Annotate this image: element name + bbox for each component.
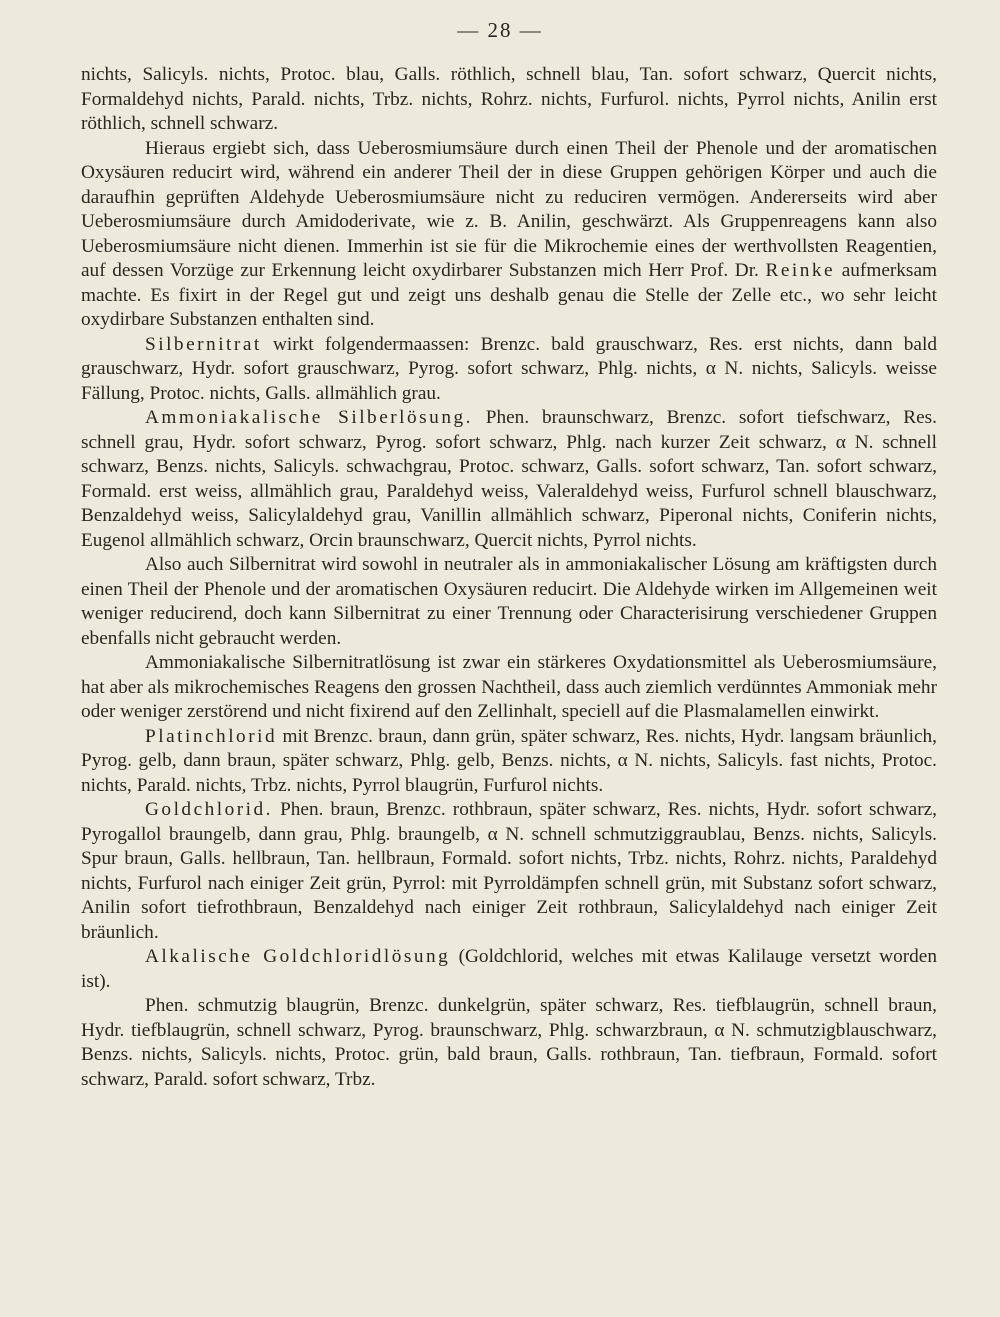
paragraph-text: mit Brenzc. braun, dann grün, später schwarz, Res. nichts, Hydr. langsam bräunlich, Pyrog. gelb, dann braun, später schwarz, Phlg. gelb, Benzs. nichts, α N. nichts, Salicyls. fast nichts, Protoc. nichts, Parald. nichts, Trbz. nichts, Pyrrol blaugrün, Furfurol nichts. xyxy=(81,725,937,796)
paragraph-text: Phen. braun, Brenzc. rothbraun, später schwarz, Res. nichts, Hydr. sofort schwarz, Pyrogallol braungelb, dann grau, Phlg. braungelb, α N. schnell schmutziggraublau, Benzs. nichts, Salicyls. Spur braun, Galls. hellbraun, Tan. hellbraun, Formald. sofort nichts, Trbz. nichts, Rohrz. nichts, Paraldehyd nichts, Furfurol nach einiger Zeit grün, Pyrrol: mit Pyrroldämpfen schnell grün, mit Substanz sofort schwarz, Anilin sofort tiefrothbraun, Benzaldehyd nach einiger Zeit rothbraun, Salicylaldehyd nach einiger Zeit bräunlich. xyxy=(81,799,937,943)
paragraph xyxy=(81,994,937,1092)
spaced-term: Alkalische Goldchloridlösung xyxy=(145,946,451,967)
spaced-term: Reinke xyxy=(765,260,836,281)
paragraph xyxy=(81,406,937,553)
spaced-term: Goldchlorid. xyxy=(145,799,273,820)
paragraph xyxy=(81,137,937,333)
paragraph-text: (Goldchlorid, welches mit etwas Kalilauge versetzt worden ist). xyxy=(81,946,938,992)
paragraph xyxy=(81,725,937,799)
paragraph xyxy=(81,798,937,945)
spaced-term: Ammoniakalische Silberlösung. xyxy=(145,407,473,428)
paragraph xyxy=(81,553,937,651)
paragraph-text: Hieraus ergiebt sich, dass Ueberosmiumsäure durch einen Theil der Phenole und der aromatischen Oxysäuren reducirt wird, während ein anderer Theil der in diese Gruppen gehörigen Körper und auch die daraufhin geprüften Aldehyde Ueberosmiumsäure nicht zu reduciren vermögen. Andererseits wird aber Ueberosmiumsäure durch Amidoderivate, wie z. B. Anilin, geschwärzt. Als Gruppenreagens kann also Ueberosmiumsäure nicht dienen. Immerhin ist sie für die Mikrochemie eines der werthvollsten Reagentien, auf dessen Vorzüge zur Erkennung leicht oxydirbarer Substanzen mich Herr Prof. Dr. xyxy=(81,137,937,281)
body-text xyxy=(81,63,937,1092)
paragraph-text: Also auch Silbernitrat wird sowohl in neutraler als in ammoniakalischer Lösung am kräftigsten durch einen Theil der Phenole und der aromatischen Oxysäuren reducirt. Die Aldehyde wirken im Allgemeinen weit weniger reducirend, doch kann Silbernitrat zu einer Trennung oder Characterisirung verschiedener Gruppen ebenfalls nicht gebraucht werden. xyxy=(81,554,937,649)
page-number: — 28 — xyxy=(457,18,543,42)
paragraph xyxy=(81,333,937,407)
paragraph-text: aufmerksam machte. Es fixirt in der Regel gut und zeigt uns deshalb genau die Stelle der Zelle etc., wo sehr leicht oxydirbare Substanzen enthalten sind. xyxy=(81,260,937,330)
paragraph-text: Phen. braunschwarz, Brenzc. sofort tiefschwarz, Res. schnell grau, Hydr. sofort schwarz, Pyrog. sofort schwarz, Phlg. nach kurzer Zeit schwarz, α N. schnell schwarz, Benzs. nichts, Salicyls. schwachgrau, Protoc. schwarz, Galls. sofort schwarz, Tan. sofort schwarz, Formald. erst weiss, allmählich grau, Paraldehyd weiss, Valeraldehyd weiss, Furfurol schnell blauschwarz, Benzaldehyd weiss, Salicylaldehyd grau, Vanillin allmählich schwarz, Piperonal nichts, Coniferin nichts, Eugenol allmählich schwarz, Orcin braunschwarz, Quercit nichts, Pyrrol nichts. xyxy=(81,407,937,551)
paragraph-text: nichts, Salicyls. nichts, Protoc. blau, Galls. röthlich, schnell blau, Tan. sofort schwarz, Quercit nichts, Formaldehyd nichts, Parald. nichts, Trbz. nichts, Rohrz. nichts, Furfurol. nichts, Pyrrol nichts, Anilin erst röthlich, schnell schwarz. xyxy=(81,64,937,134)
paragraph xyxy=(81,63,937,137)
paragraph-text: wirkt folgendermaassen: Brenzc. bald grauschwarz, Res. erst nichts, dann bald grauschwarz, Hydr. sofort grauschwarz, Pyrog. sofort schwarz, Phlg. nichts, α N. nichts, Salicyls. weisse Fällung, Protoc. nichts, Galls. allmählich grau. xyxy=(81,333,937,404)
paragraph-text: Ammoniakalische Silbernitratlösung ist zwar ein stärkeres Oxydationsmittel als Ueberosmiumsäure, hat aber als mikrochemisches Reagens den grossen Nachtheil, dass auch ziemlich verdünntes Ammoniak mehr oder weniger zerstörend und nicht fixirend auf den Zellinhalt, speciell auf die Plasmalamellen einwirkt. xyxy=(81,652,937,722)
paragraph xyxy=(81,651,937,725)
spaced-term: Silbernitrat xyxy=(145,333,262,355)
spaced-term: Platinchlorid xyxy=(145,725,278,747)
paragraph-text: Phen. schmutzig blaugrün, Brenzc. dunkelgrün, später schwarz, Res. tiefblaugrün, schnell braun, Hydr. tiefblaugrün, schnell schwarz, Pyrog. braunschwarz, Phlg. schwarzbraun, α N. schmutzigblauschwarz, Benzs. nichts, Salicyls. nichts, Protoc. grün, bald braun, Galls. rothbraun, Tan. tiefbraun, Formald. sofort schwarz, Parald. sofort schwarz, Trbz. xyxy=(81,995,937,1090)
paragraph xyxy=(81,945,937,994)
